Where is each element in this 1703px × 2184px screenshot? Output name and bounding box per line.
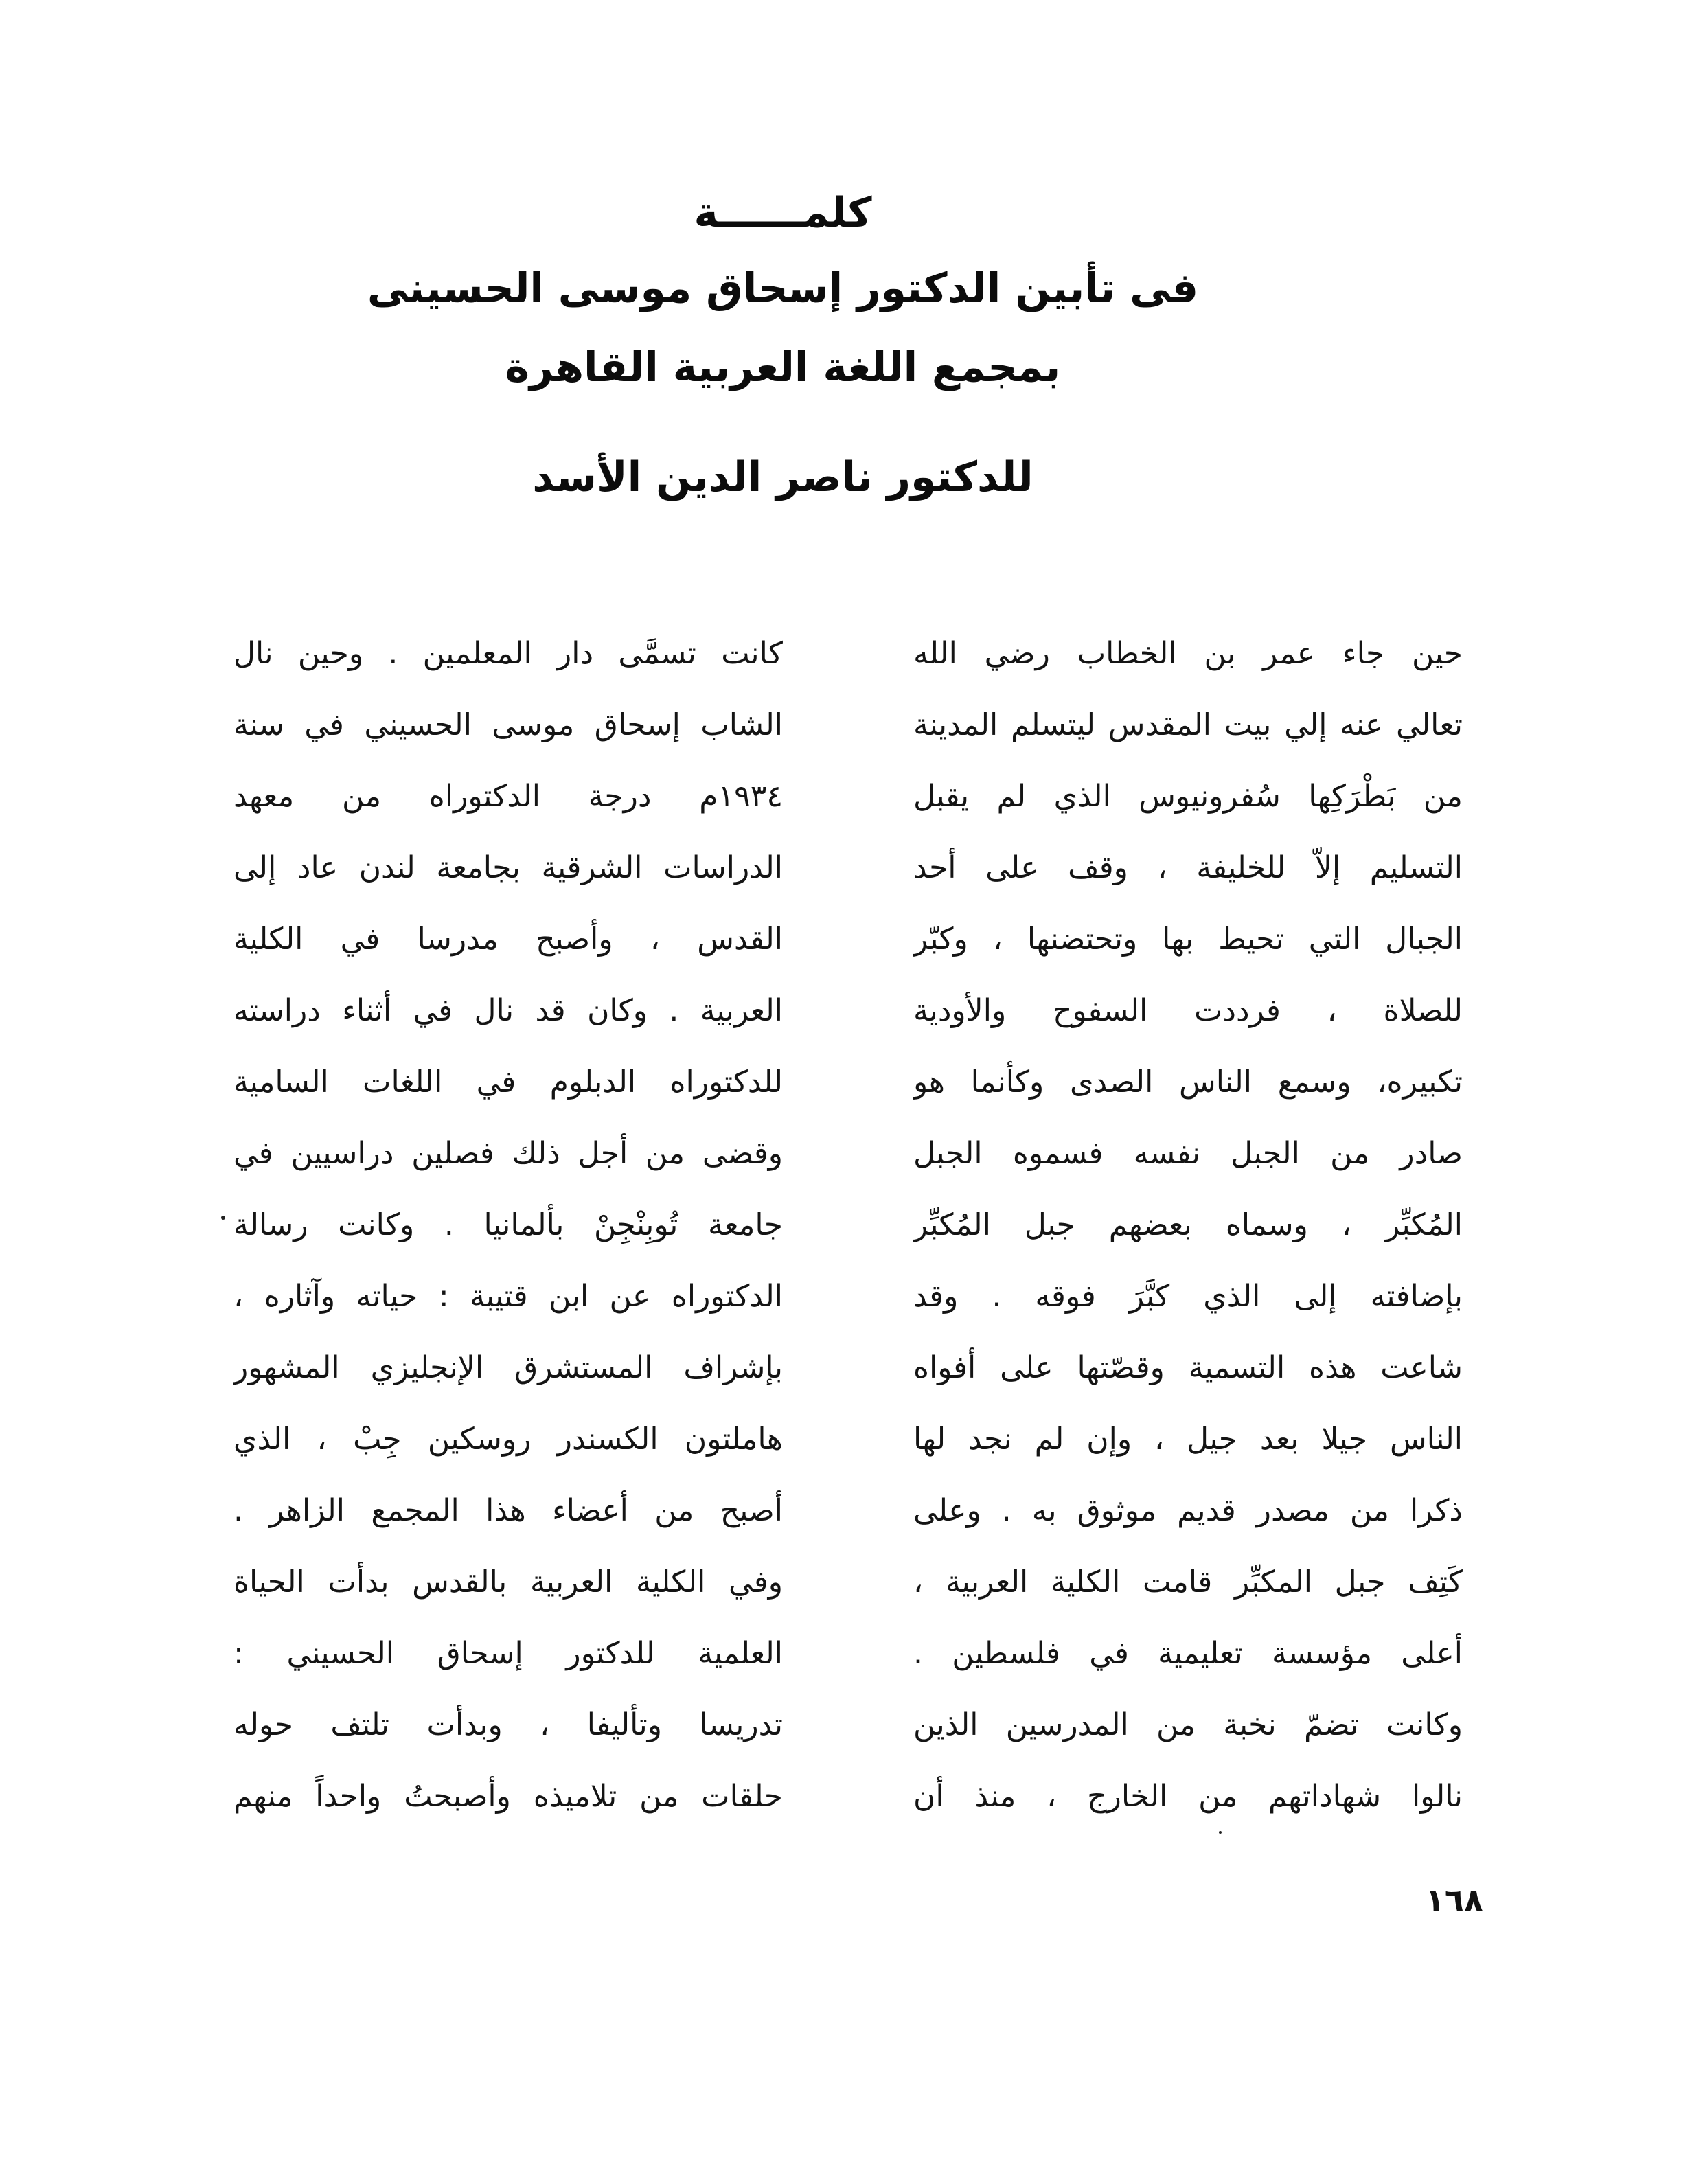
text-line: الشاب إسحاق موسى الحسيني في سنة [233,707,783,742]
text-line: كَتِف جبل المكبِّر قامت الكلية العربية ، [913,1565,1463,1600]
text-line: العربية . وكان قد نال في أثناء دراسته [233,993,783,1028]
text-line: أصبح من أعضاء هذا المجمع الزاهر . [233,1493,783,1528]
text-line: ذكرا من مصدر قديم موثوق به . وعلى [913,1493,1463,1528]
text-line: بإضافته إلى الذي كبَّرَ فوقه . وقد [913,1279,1463,1314]
text-line: تعالي عنه إلي بيت المقدس ليتسلم المدينة [913,707,1463,742]
text-line: جامعة تُوبِنْجِنْ بألمانيا . وكانت رسالة [233,1207,783,1242]
author-line: للدكتور ناصر الدين الأسد [532,453,1033,501]
text-line: تدريسا وتأليفا ، وبدأت تلتف حوله [233,1707,783,1742]
heading-title-line-2: فى تأبين الدكتور إسحاق موسى الحسينى [367,264,1199,312]
left-column [233,618,783,1832]
scan-speck [1219,1831,1222,1834]
text-line: نالوا شهاداتهم من الخارج ، منذ أن [913,1779,1463,1814]
text-line: ١٩٣٤م درجة الدكتوراه من معهد [233,779,783,814]
text-line: صادر من الجبل نفسه فسموه الجبل [913,1136,1463,1171]
right-column [913,618,1463,1832]
text-line: المُكبِّر ، وسماه بعضهم جبل المُكبِّر [913,1207,1463,1242]
heading-title-line-3: بمجمع اللغة العربية القاهرة [505,343,1061,391]
text-line: الدراسات الشرقية بجامعة لندن عاد إلى [233,850,783,885]
text-line: بإشراف المستشرق الإنجليزي المشهور [233,1350,783,1385]
text-line: هاملتون الكسندر روسكين جِبْ ، الذي [233,1422,783,1457]
text-line: كانت تسمَّى دار المعلمين . وحين نال [233,636,783,671]
text-line: حلقات من تلاميذه وأصبحتُ واحداً منهم [233,1779,783,1814]
text-line: وقضى من أجل ذلك فصلين دراسيين في [233,1136,783,1171]
heading-kalima: كلمــــــة [694,189,872,237]
text-line: الجبال التي تحيط بها وتحتضنها ، وكبّر [913,922,1463,957]
text-line: العلمية للدكتور إسحاق الحسيني : [233,1636,783,1671]
text-line: الدكتوراه عن ابن قتيبة : حياته وآثاره ، [233,1279,783,1314]
text-line: التسليم إلاّ للخليفة ، وقف على أحد [913,850,1463,885]
text-line: للصلاة ، فرددت السفوح والأودية [913,993,1463,1028]
text-line: تكبيره، وسمع الناس الصدى وكأنما هو [913,1065,1463,1100]
text-line: وكانت تضمّ نخبة من المدرسين الذين [913,1707,1463,1742]
text-line: من بَطْرَكِها سُفرونيوس الذي لم يقبل [913,779,1463,814]
text-line: القدس ، وأصبح مدرسا في الكلية [233,922,783,957]
scan-speck [221,1216,225,1220]
text-line: حين جاء عمر بن الخطاب رضي الله [913,636,1463,671]
text-line: وفي الكلية العربية بالقدس بدأت الحياة [233,1565,783,1600]
text-line: شاعت هذه التسمية وقصّتها على أفواه [913,1350,1463,1385]
text-line: للدكتوراه الدبلوم في اللغات السامية [233,1065,783,1100]
text-line: الناس جيلا بعد جيل ، وإن لم نجد لها [913,1422,1463,1457]
text-line: أعلى مؤسسة تعليمية في فلسطين . [913,1636,1463,1671]
page-number: ١٦٨ [1425,1882,1483,1919]
